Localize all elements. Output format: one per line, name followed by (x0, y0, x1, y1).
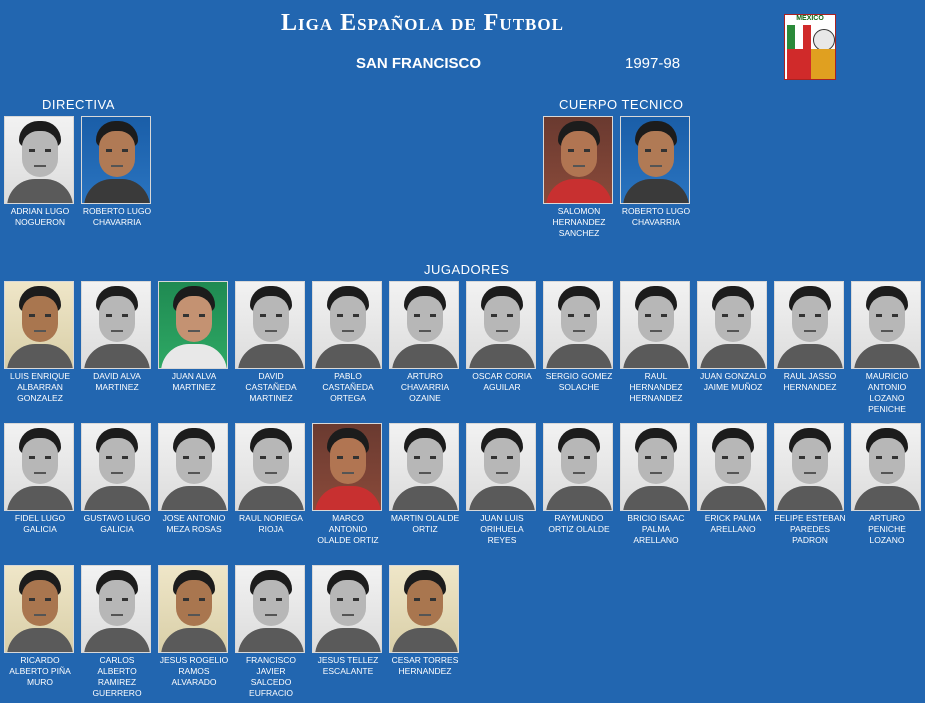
emblem-text: MEXICO (796, 15, 824, 22)
person-photo (620, 423, 690, 511)
person-name: ROBERTO LUGO CHAVARRIA (82, 206, 152, 227)
cuerpo_tecnico-card (543, 116, 615, 239)
jugadores-card (774, 423, 846, 546)
jugadores-card (235, 565, 307, 699)
person-name: RAUL HERNANDEZ HERNANDEZ (629, 371, 683, 403)
person-photo (4, 565, 74, 653)
person-name: OSCAR CORIA AGUILAR (472, 371, 532, 392)
jugadores-card (466, 423, 538, 546)
section-cuerpo-tecnico: CUERPO TECNICO (559, 97, 684, 112)
person-name: JUAN LUIS ORIHUELA REYES (480, 513, 524, 545)
person-photo (158, 423, 228, 511)
person-name: FELIPE ESTEBAN PAREDES PADRON (774, 513, 846, 545)
person-name: CESAR TORRES HERNANDEZ (391, 655, 459, 676)
person-name: ERICK PALMA ARELLANO (704, 513, 762, 534)
person-photo (81, 423, 151, 511)
person-name: SERGIO GOMEZ SOLACHE (545, 371, 613, 392)
jugadores-card (620, 423, 692, 546)
person-photo (466, 423, 536, 511)
team-name: SAN FRANCISCO (356, 55, 482, 72)
person-photo (158, 565, 228, 653)
person-photo (697, 423, 767, 511)
person-name: CARLOS ALBERTO RAMIREZ GUERRERO (92, 655, 142, 698)
person-name: DAVID ALVA MARTINEZ (93, 371, 141, 392)
jugadores-card (158, 565, 230, 688)
jugadores-card (389, 423, 461, 535)
person-name: FRANCISCO JAVIER SALCEDO EUFRACIO (245, 655, 297, 698)
jugadores-card (543, 281, 615, 393)
person-photo (312, 281, 382, 369)
person-photo (543, 281, 613, 369)
person-name: MAURICIO ANTONIO LOZANO PENICHE (865, 371, 909, 414)
person-photo (235, 281, 305, 369)
jugadores-card (697, 281, 769, 393)
person-name: FIDEL LUGO GALICIA (14, 513, 66, 534)
jugadores-card (389, 281, 461, 404)
person-name: LUIS ENRIQUE ALBARRAN GONZALEZ (10, 371, 70, 403)
person-name: JESUS ROGELIO RAMOS ALVARADO (159, 655, 229, 687)
person-photo (235, 423, 305, 511)
jugadores-card (312, 423, 384, 546)
jugadores-card (466, 281, 538, 393)
jugadores-card (158, 423, 230, 535)
person-photo (81, 116, 151, 204)
person-name: RICARDO ALBERTO PIÑA MURO (9, 655, 71, 687)
person-photo (543, 423, 613, 511)
jugadores-card (4, 565, 76, 688)
person-photo (697, 281, 767, 369)
page-title: Liga Española de Futbol (281, 10, 564, 36)
section-directiva: DIRECTIVA (42, 97, 115, 112)
jugadores-card (697, 423, 769, 535)
person-name: ROBERTO LUGO CHAVARRIA (621, 206, 691, 227)
person-photo (774, 281, 844, 369)
directiva-card (4, 116, 76, 228)
jugadores-card (4, 281, 76, 404)
jugadores-card (81, 281, 153, 393)
jugadores-card (235, 281, 307, 404)
league-emblem-icon (784, 14, 836, 80)
person-name: JUAN ALVA MARTINEZ (171, 371, 217, 392)
jugadores-card (81, 565, 153, 699)
person-photo (312, 423, 382, 511)
person-photo (389, 281, 459, 369)
person-photo (4, 423, 74, 511)
person-name: RAUL JASSO HERNANDEZ (783, 371, 837, 392)
jugadores-card (851, 281, 923, 415)
jugadores-card (312, 281, 384, 404)
person-photo (851, 423, 921, 511)
person-name: DAVID CASTAÑEDA MARTINEZ (245, 371, 297, 403)
person-photo (81, 281, 151, 369)
person-photo (620, 281, 690, 369)
person-name: GUSTAVO LUGO GALICIA (83, 513, 151, 534)
jugadores-card (620, 281, 692, 404)
person-photo (158, 281, 228, 369)
person-name: ARTURO PENICHE LOZANO (868, 513, 906, 545)
person-photo (312, 565, 382, 653)
jugadores-card (851, 423, 923, 546)
person-name: RAYMUNDO ORTIZ OLALDE (548, 513, 610, 534)
person-name: RAUL NORIEGA RIOJA (239, 513, 303, 534)
person-name: ARTURO CHAVARRIA OZAINE (400, 371, 450, 403)
person-name: MARTIN OLALDE ORTIZ (390, 513, 460, 534)
person-photo (851, 281, 921, 369)
person-photo (774, 423, 844, 511)
jugadores-card (774, 281, 846, 393)
jugadores-card (235, 423, 307, 535)
person-name: BRICIO ISAAC PALMA ARELLANO (627, 513, 685, 545)
person-name: SALOMON HERNANDEZ SANCHEZ (552, 206, 606, 238)
person-name: PABLO CASTAÑEDA ORTEGA (322, 371, 374, 403)
person-name: MARCO ANTONIO OLALDE ORTIZ (317, 513, 379, 545)
jugadores-card (543, 423, 615, 535)
jugadores-card (81, 423, 153, 535)
directiva-card (81, 116, 153, 228)
person-photo (466, 281, 536, 369)
person-photo (4, 116, 74, 204)
person-photo (4, 281, 74, 369)
person-name: ADRIAN LUGO NOGUERON (10, 206, 70, 227)
person-name: JESUS TELLEZ ESCALANTE (317, 655, 379, 676)
cuerpo_tecnico-card (620, 116, 692, 228)
person-photo (389, 565, 459, 653)
jugadores-card (158, 281, 230, 393)
jugadores-card (312, 565, 384, 677)
section-jugadores: JUGADORES (424, 262, 510, 277)
jugadores-card (4, 423, 76, 535)
person-photo (389, 423, 459, 511)
person-name: JOSE ANTONIO MEZA ROSAS (162, 513, 226, 534)
person-name: JUAN GONZALO JAIME MUÑOZ (699, 371, 767, 392)
jugadores-card (389, 565, 461, 677)
season-label: 1997-98 (625, 55, 681, 72)
person-photo (81, 565, 151, 653)
person-photo (235, 565, 305, 653)
person-photo (543, 116, 613, 204)
person-photo (620, 116, 690, 204)
